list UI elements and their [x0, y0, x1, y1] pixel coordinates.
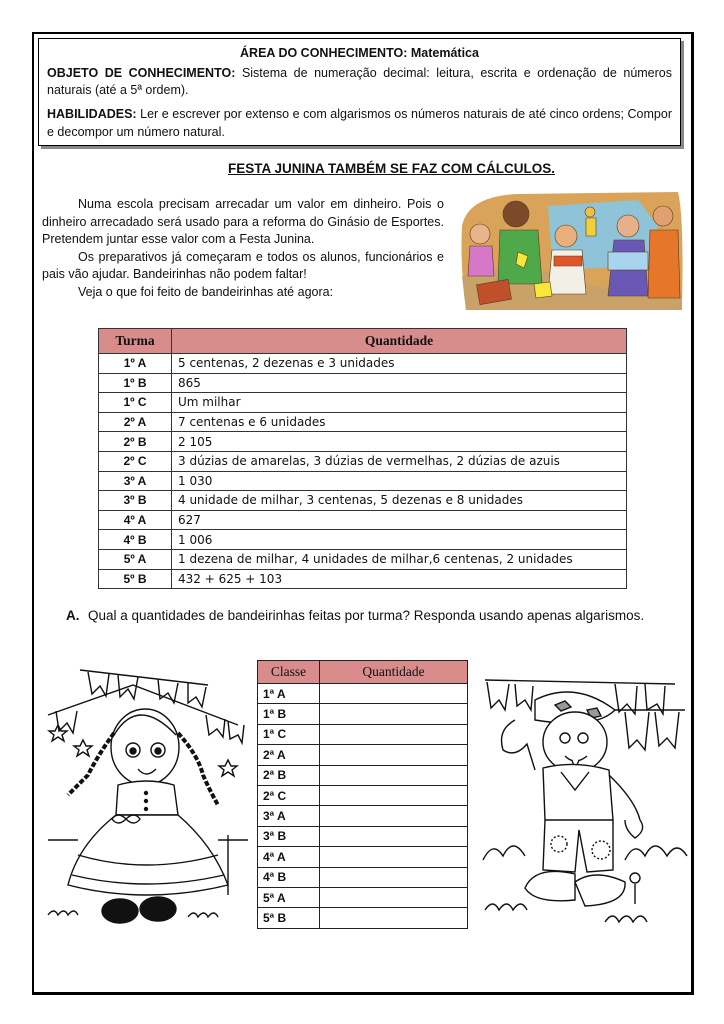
answer-input[interactable] [320, 766, 467, 785]
answer-input[interactable] [320, 684, 467, 703]
turma-cell: 3º A [99, 471, 172, 491]
answer-cell[interactable] [320, 887, 468, 907]
header-box [38, 38, 681, 146]
table-row [99, 569, 627, 589]
bandeirinhas-table [98, 328, 627, 589]
area-value: Matemática [410, 46, 479, 60]
turma-cell: 3º B [99, 491, 172, 511]
classe-cell: 3ª A [258, 806, 320, 826]
festa-junina-illustration [458, 186, 686, 316]
habilidades-text: Ler e escrever por extenso e com algarismos os números naturais de até cinco ordens; Compor e decompor um número natural. [47, 107, 672, 139]
table-row [258, 887, 468, 907]
answer-input[interactable] [320, 725, 467, 744]
answer-input[interactable] [320, 827, 467, 846]
answer-cell[interactable] [320, 724, 468, 744]
answer-cell[interactable] [320, 826, 468, 846]
table-row [258, 745, 468, 765]
turma-cell: 2º A [99, 412, 172, 432]
girl-caipira-illustration [38, 655, 253, 945]
table-row [258, 847, 468, 867]
quantidade-cell: 865 [172, 373, 627, 393]
table-row [258, 826, 468, 846]
table-row [99, 530, 627, 550]
classe-cell: 1ª C [258, 724, 320, 744]
story-paragraph: Numa escola precisam arrecadar um valor em dinheiro. Pois o dinheiro arrecadado será usado para a reforma do Ginásio de Esportes. Pretendem juntar esse valor com a Festa Junina. [42, 197, 444, 246]
answer-input[interactable] [320, 847, 467, 866]
story-title: FESTA JUNINA TAMBÉM SE FAZ COM CÁLCULOS. [228, 161, 555, 176]
answer-input[interactable] [320, 868, 467, 887]
objeto-text: Sistema de numeração decimal: leitura, escrita e ordenação de números naturais (até a 5ª ordem). [47, 66, 672, 97]
answer-cell[interactable] [320, 867, 468, 887]
answer-input[interactable] [320, 908, 467, 927]
classe-cell: 1ª A [258, 684, 320, 704]
table-row [258, 806, 468, 826]
classe-cell: 2ª C [258, 785, 320, 805]
table-row [258, 785, 468, 805]
quantidade-cell: 1 030 [172, 471, 627, 491]
quantidade-cell: Um milhar [172, 393, 627, 413]
turma-cell: 2º B [99, 432, 172, 452]
habilidades-paragraph [47, 105, 672, 141]
turma-cell: 1º C [99, 393, 172, 413]
classe-cell: 4ª B [258, 867, 320, 887]
column-header-quantidade: Quantidade [320, 661, 468, 684]
table-row [99, 491, 627, 511]
table-row [99, 510, 627, 530]
table-row [99, 373, 627, 393]
question-a [66, 606, 680, 625]
turma-cell: 5º A [99, 549, 172, 569]
answer-input[interactable] [320, 704, 467, 723]
objeto-label: OBJETO DE CONHECIMENTO: [47, 66, 236, 80]
turma-cell: 5º B [99, 569, 172, 589]
quantidade-cell: 2 105 [172, 432, 627, 452]
area-label: ÁREA DO CONHECIMENTO: [240, 46, 408, 60]
turma-cell: 4º A [99, 510, 172, 530]
classe-cell: 3ª B [258, 826, 320, 846]
column-header-classe: Classe [258, 661, 320, 684]
story-paragraph: Veja o que foi feito de bandeirinhas até agora: [78, 284, 334, 299]
classe-cell: 5ª A [258, 887, 320, 907]
answer-cell[interactable] [320, 847, 468, 867]
answer-cell[interactable] [320, 908, 468, 928]
story-text [42, 196, 444, 301]
answer-input[interactable] [320, 786, 467, 805]
table-row [258, 908, 468, 928]
answer-input[interactable] [320, 745, 467, 764]
question-text: Qual a quantidades de bandeirinhas feitas por turma? Responda usando apenas algarismos. [88, 608, 645, 623]
classe-cell: 5ª B [258, 908, 320, 928]
answer-input[interactable] [320, 888, 467, 907]
table-row [99, 412, 627, 432]
table-row [258, 724, 468, 744]
story-paragraph: Os preparativos já começaram e todos os alunos, funcionários e pais vão ajudar. Bandeirinhas não podem faltar! [42, 249, 444, 281]
table-header-row [258, 661, 468, 684]
answer-cell[interactable] [320, 745, 468, 765]
table-row [258, 867, 468, 887]
answer-cell[interactable] [320, 806, 468, 826]
table-row [99, 432, 627, 452]
table-row [258, 684, 468, 704]
quantidade-cell: 3 dúzias de amarelas, 3 dúzias de vermelhas, 2 dúzias de azuis [172, 451, 627, 471]
quantidade-cell: 1 006 [172, 530, 627, 550]
question-letter: A. [66, 608, 80, 623]
quantidade-cell: 432 + 625 + 103 [172, 569, 627, 589]
answer-cell[interactable] [320, 704, 468, 724]
classe-cell: 2ª A [258, 745, 320, 765]
area-heading [39, 46, 680, 60]
quantidade-cell: 627 [172, 510, 627, 530]
answer-cell[interactable] [320, 684, 468, 704]
turma-cell: 2º C [99, 451, 172, 471]
table-row [258, 704, 468, 724]
classe-cell: 2ª B [258, 765, 320, 785]
boy-caipira-illustration [475, 660, 690, 945]
quantidade-cell: 7 centenas e 6 unidades [172, 412, 627, 432]
turma-cell: 1º B [99, 373, 172, 393]
answer-cell[interactable] [320, 765, 468, 785]
quantidade-cell: 4 unidade de milhar, 3 centenas, 5 dezenas e 8 unidades [172, 491, 627, 511]
table-row [99, 451, 627, 471]
answer-input[interactable] [320, 806, 467, 825]
table-header-row [99, 329, 627, 354]
column-header-turma: Turma [99, 329, 172, 354]
table-row [99, 471, 627, 491]
quantidade-cell: 1 dezena de milhar, 4 unidades de milhar,6 centenas, 2 unidades [172, 549, 627, 569]
quantidade-cell: 5 centenas, 2 dezenas e 3 unidades [172, 354, 627, 374]
table-row [99, 393, 627, 413]
classe-cell: 1ª B [258, 704, 320, 724]
column-header-quantidade: Quantidade [172, 329, 627, 354]
habilidades-label: HABILIDADES: [47, 107, 137, 121]
answer-table [257, 660, 468, 929]
answer-cell[interactable] [320, 785, 468, 805]
table-row [258, 765, 468, 785]
objeto-paragraph [47, 65, 672, 99]
turma-cell: 4º B [99, 530, 172, 550]
table-row [99, 549, 627, 569]
table-row [99, 354, 627, 374]
turma-cell: 1º A [99, 354, 172, 374]
classe-cell: 4ª A [258, 847, 320, 867]
